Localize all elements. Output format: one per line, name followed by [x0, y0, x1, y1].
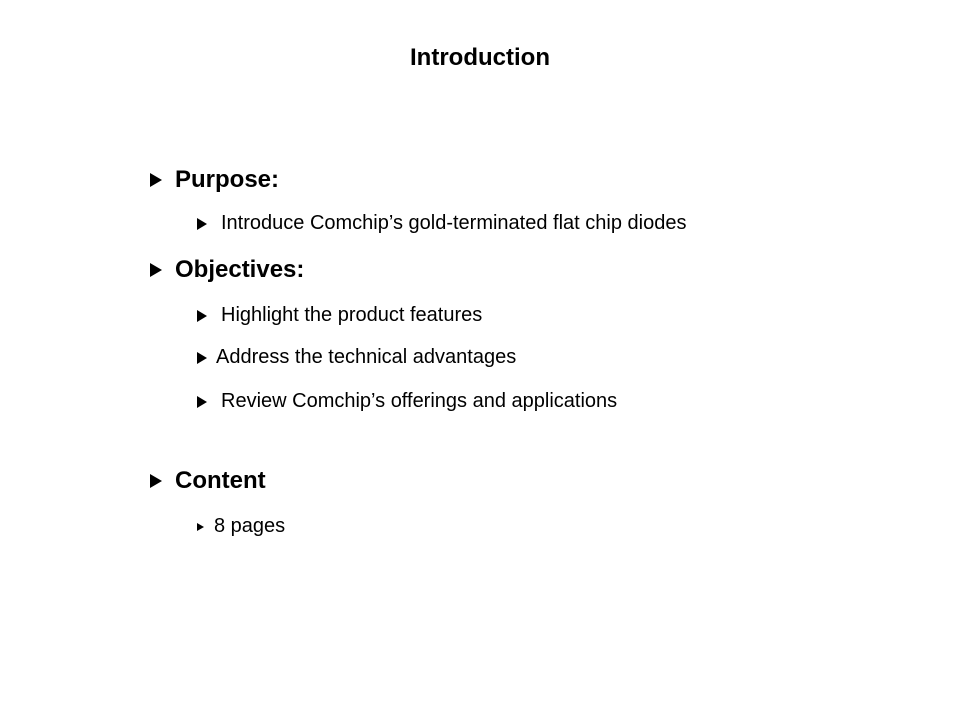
list-item-text: 8 pages — [214, 515, 286, 537]
section-content — [150, 467, 266, 495]
arrowhead-bullet-icon — [150, 173, 162, 187]
list-item — [197, 212, 686, 235]
list-item-text: Review Comchip’s offerings and applications — [221, 390, 618, 412]
arrowhead-bullet-icon — [197, 310, 207, 322]
list-item — [197, 304, 482, 327]
list-item — [197, 346, 516, 369]
section-heading-purpose: Purpose: — [175, 166, 280, 193]
arrowhead-bullet-icon — [197, 352, 207, 364]
arrowhead-bullet-icon — [197, 396, 207, 408]
list-item-text: Highlight the product features — [221, 304, 483, 326]
arrowhead-bullet-icon — [150, 474, 162, 488]
list-item — [197, 515, 285, 538]
list-item-text: Introduce Comchip’s gold-terminated flat chip diodes — [221, 212, 687, 234]
arrowhead-bullet-icon — [197, 523, 204, 531]
list-item-text: Address the technical advantages — [216, 346, 517, 368]
arrowhead-bullet-icon — [197, 218, 207, 230]
slide-title: Introduction — [410, 44, 550, 71]
list-item — [197, 390, 617, 413]
section-heading-content: Content — [175, 467, 266, 494]
arrowhead-bullet-icon — [150, 263, 162, 277]
section-heading-objectives: Objectives: — [175, 256, 305, 283]
section-purpose — [150, 166, 279, 194]
section-objectives — [150, 256, 304, 284]
